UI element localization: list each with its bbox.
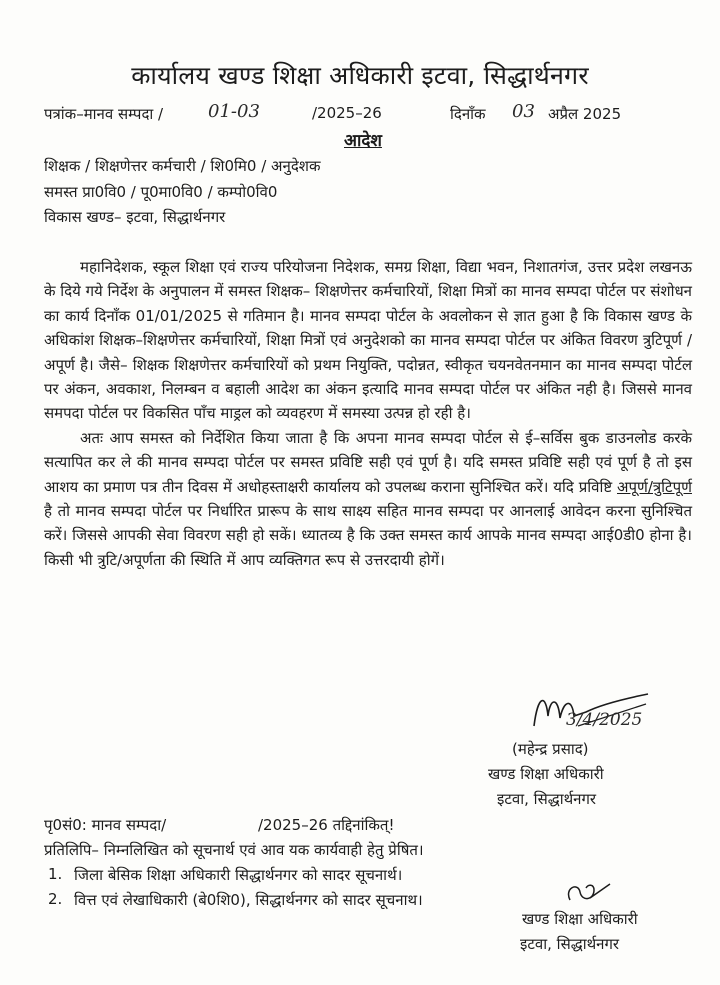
officer-designation: खण्ड शिक्षा अधिकारी — [488, 765, 604, 783]
addressee-line: विकास खण्ड– इटवा, सिद्धार्थनगर — [44, 208, 226, 226]
officer-place: इटवा, सिद्धार्थनगर — [497, 790, 597, 808]
para2-part-a: अतः आप समस्त को निर्देशित किया जाता है कि अपना मानव सम्पदा पोर्टल से ई–सर्विस बुक डाउनलोड करके सत्यापित कर ले की मानव सम्पदा पोर्टल पर समस्त प्रविष्टि सही एवं पूर्ण है। यदि समस्त प्रविष्टि सही एवं पूर्ण है तो इस आशय का प्रमाण पत्र तीन दिवस में अधोहस्ताक्षरी कार्यालय को उपलब्ध कराना सुनिश्चित करें। यदि प्रविष्टि — [44, 428, 692, 496]
copy-intro: प्रतिलिपि– निम्नलिखित को सूचनार्थ एवं आव यक कार्यवाही हेतु प्रेषित। — [44, 841, 424, 859]
body-text — [44, 255, 692, 572]
body-paragraph-1: महानिदेशक, स्कूल शिक्षा एवं राज्य परियोजना निदेशक, समग्र शिक्षा, विद्या भवन, निशातगंज, उत्तर प्रदेश लखनऊ के दिये गये निर्देश के अनुपालन में समस्त शिक्षक– शिक्षणेत्तर कर्मचारियों, शिक्षा मित्रों का मानव सम्पदा पोर्टल पर संशोधन का कार्य दिनाँक 01/01/2025 से गतिमान है। मानव सम्पदा पोर्टल के अवलोकन से ज्ञात हुआ है कि विकास खण्ड के अधिकांश शिक्षक–शिक्षणेत्तर कर्मचारियों, शिक्षा मित्रों एवं अनुदेशको का मानव सम्पदा पोर्टल पर अंकित विवरण त्रुटिपूर्ण / अपूर्ण है। जैसे– शिक्षक शिक्षणेत्तर कर्मचारियों को प्रथम नियुक्ति, पदोन्नत, स्वीकृत चयनवेतनमान का मानव सम्पदा पोर्टल पर अंकन, अवकाश, निलम्बन व बहाली आदेश का अंकन इत्यादि मानव सम्पदा पोर्टल पर अंकित नही है। जिससे मानव समपदा पोर्टल पर विकसित पाँच माड्रल को व्यवहरण में समस्या उत्पन्न हो रही है। — [44, 258, 692, 423]
para2-part-b: है तो मानव सम्पदा पोर्टल पर निर्धारित प्रारूप के साथ साक्ष्य सहित मानव सम्पदा पर आनलाई आवेदन करना सुनिश्चित करें। जिससे आपकी सेवा विवरण सही हो सकें। ध्यातव्य है कि उक्त समस्त कार्य आपके मानव सम्पदा आई0डी0 होना है। किसी भी त्रुटि/अपूर्णता की स्थिति में आप व्यक्तिगत रूप से उत्तरदायी होगें। — [44, 502, 692, 569]
body-paragraph-2 — [44, 426, 692, 572]
copy-item-number: 2. — [48, 890, 63, 908]
copy-ref-label: पृ0सं0: मानव सम्पदा/ — [44, 816, 167, 834]
copy-item-number: 1. — [48, 865, 63, 883]
office-title: कार्यालय खण्ड शिक्षा अधिकारी इटवा, सिद्धार्थनगर — [131, 61, 589, 90]
addressee-line: समस्त प्रा0वि0 / पू0मा0वि0 / कम्पो0वि0 — [44, 183, 278, 201]
copy-item-text: वित्त एवं लेखाधिकारी (बे0शि0), सिद्धार्थनगर को सादर सूचनाथ। — [74, 891, 423, 909]
ref-number-handwritten: 01-03 — [208, 101, 260, 122]
addressee-line: शिक्षक / शिक्षणेत्तर कर्मचारी / शि0मि0 / अनुदेशक — [44, 157, 321, 175]
signature-date-handwritten: 3/4/2025 — [566, 710, 643, 730]
designation-2: खण्ड शिक्षा अधिकारी — [522, 910, 638, 928]
para2-underlined: अपूर्ण/त्रुटिपूर्ण — [617, 477, 692, 496]
copy-item-text: जिला बेसिक शिक्षा अधिकारी सिद्धार्थनगर को सादर सूचनार्थ। — [74, 866, 403, 884]
date-month-year: अप्रैल 2025 — [548, 105, 622, 123]
ref-label: पत्रांक–मानव सम्पदा / — [44, 105, 164, 123]
place-2: इटवा, सिद्धार्थनगर — [520, 935, 620, 953]
ref-year: /2025–26 — [312, 104, 382, 122]
copy-ref-year: /2025–26 तद्दिनांकित्! — [258, 816, 395, 834]
officer-name: (महेन्द्र प्रसाद) — [512, 740, 589, 758]
initials-signature-icon — [560, 878, 620, 908]
date-day-handwritten: 03 — [512, 101, 535, 122]
date-label: दिनाँक — [450, 105, 486, 123]
order-title: आदेश — [344, 131, 382, 151]
